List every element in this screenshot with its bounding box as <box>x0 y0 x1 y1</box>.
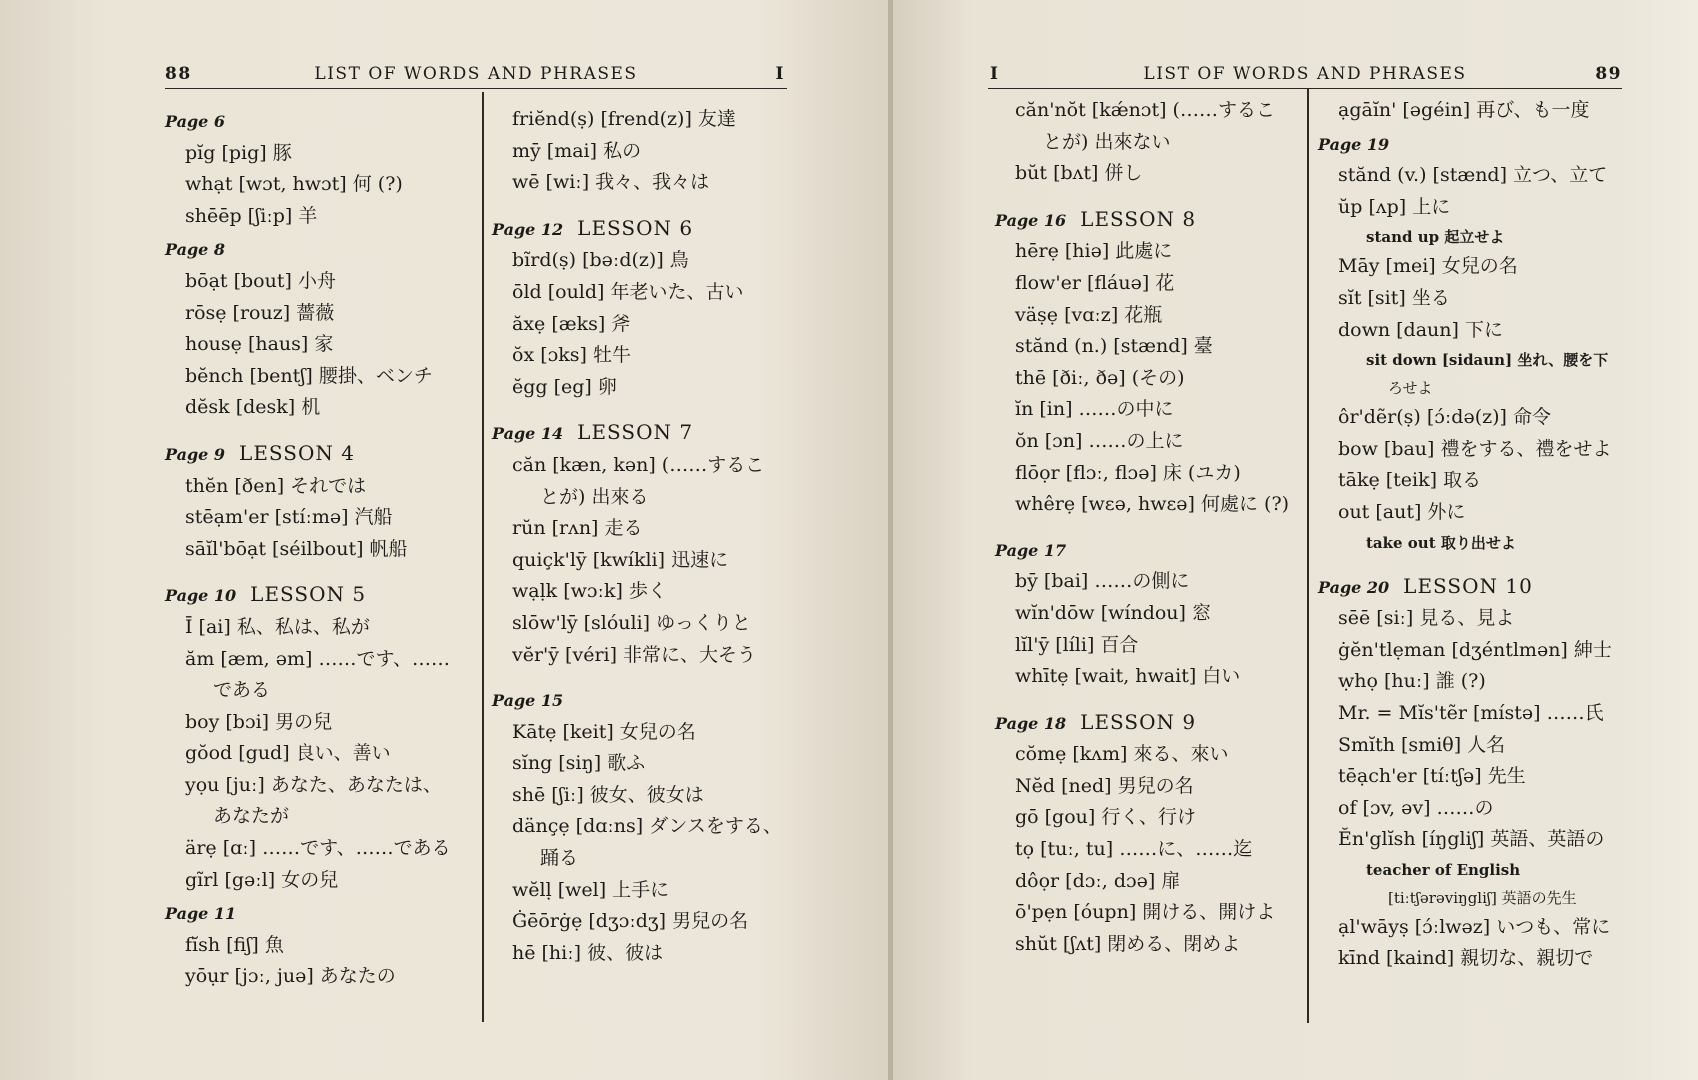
page-reference-heading <box>492 213 792 246</box>
page-reference-heading <box>1318 571 1638 604</box>
word-entry: sēē [siː] 見る、見よ <box>1338 607 1515 630</box>
word-entry: ạgāĭn' [əgéin] 再び、も一度 <box>1338 99 1590 121</box>
page-reference: Page 18 <box>995 713 1067 733</box>
lesson-heading: LESSON 9 <box>1080 709 1197 734</box>
page-reference: Page 8 <box>165 240 226 260</box>
word-entry: dänçẹ [dɑːns] ダンスをする、 <box>512 815 782 838</box>
page-reference-heading <box>1318 129 1638 161</box>
word-entry: slōw'lȳ [slóuli] ゆっくりと <box>512 611 751 634</box>
phrase-entry: [tiːtʃərəviŋgliʃ] 英語の先生 <box>1388 888 1577 907</box>
page-reference-heading <box>165 106 470 138</box>
lesson-heading: LESSON 10 <box>1403 573 1533 598</box>
word-entry: whạt [wɔt, hwɔt] 何 (?) <box>185 173 403 196</box>
page-reference: Page 19 <box>1318 134 1390 154</box>
phrase-entry: take out 取り出せよ <box>1366 533 1516 552</box>
lesson-heading: LESSON 8 <box>1080 206 1197 231</box>
page-reference: Page 20 <box>1318 577 1390 597</box>
word-entry: shē [ʃiː] 彼女、彼女は <box>512 783 704 806</box>
word-entry: boy [bɔi] 男の兒 <box>185 710 333 733</box>
word-entry: hē [hiː] 彼、彼は <box>512 941 664 964</box>
page-reference: Page 14 <box>492 424 564 444</box>
word-entry-continuation: である <box>213 679 271 702</box>
word-entry: lĭl'ȳ [líli] 百合 <box>1015 633 1139 656</box>
word-entry: sĭng [siŋ] 歌ふ <box>512 752 646 775</box>
lesson-heading: LESSON 5 <box>250 582 367 607</box>
word-entry: yọu [juː] あなた、あなたは、 <box>185 773 442 796</box>
word-entry: ŭp [ʌp] 上に <box>1338 195 1451 218</box>
word-entry: thē [ðiː, ðə] (その) <box>1015 366 1185 389</box>
word-entry: flōọr [flɔː, flɔə] 床 (ユカ) <box>1015 461 1241 484</box>
word-entry: wĭn'dōw [wíndou] 窓 <box>1015 601 1211 624</box>
word-entry: hērẹ [hiə] 此處に <box>1015 240 1173 263</box>
column-rule <box>1307 88 1309 1023</box>
page-reference-heading <box>995 707 1305 740</box>
word-entry-continuation: とが) 出來る <box>540 485 649 508</box>
word-entry: vĕr'ȳ [véri] 非常に、大そう <box>512 643 757 666</box>
page-reference: Page 9 <box>165 444 226 464</box>
word-entry: dôọr [dɔː, dɔə] 扉 <box>1015 869 1181 892</box>
lesson-heading: LESSON 6 <box>577 215 694 240</box>
word-entry: wạḷk [wɔːk] 歩く <box>512 580 667 603</box>
word-entry: flow'er [fláuə] 花 <box>1015 271 1175 294</box>
word-entry: ạl'wāyṣ [ɔ́ːlwəz] いつも、常に <box>1338 915 1611 938</box>
word-entry: tọ [tuː, tu] ……に、……迄 <box>1015 838 1253 861</box>
word-entry: ŏn [ɔn] ……の上に <box>1015 429 1184 452</box>
word-entry: down [daun] 下に <box>1338 318 1503 341</box>
lesson-heading: LESSON 4 <box>239 440 355 465</box>
word-entry: ăm [æm, əm] ……です、…… <box>185 647 450 670</box>
word-entry: Kātẹ [keit] 女兒の名 <box>512 720 696 743</box>
word-entry-continuation: とが) 出來ない <box>1043 130 1171 153</box>
word-entry: tākẹ [teik] 取る <box>1338 469 1482 492</box>
page-reference: Page 15 <box>492 691 564 711</box>
page-reference-heading <box>165 234 470 266</box>
word-entry: mȳ [mai] 私の <box>512 139 642 162</box>
word-entry: shŭt [ʃʌt] 閉める、閉めよ <box>1015 932 1241 955</box>
word-entry: ẉhọ [huː] 誰 (?) <box>1338 670 1486 693</box>
word-entry: căn'nŏt [kǽnɔt] (……するこ <box>1015 99 1275 121</box>
page-number: 88 <box>165 64 192 84</box>
word-entry: ĕgg [eg] 卵 <box>512 375 617 398</box>
lesson-heading: LESSON 7 <box>577 420 694 445</box>
page-reference: Page 10 <box>165 586 237 606</box>
word-entry: ôr'dẽr(ṣ) [ɔ́ːdə(z)] 命令 <box>1338 406 1551 429</box>
word-entry: cŏmẹ [kʌm] 來る、來い <box>1015 743 1229 766</box>
word-column-left <box>165 104 470 993</box>
word-entry: stēạm'er [stíːmə] 汽船 <box>185 506 393 529</box>
phrase-entry: ろせよ <box>1388 379 1433 398</box>
column-rule <box>482 92 484 1022</box>
word-entry: housẹ [haus] 家 <box>185 333 334 356</box>
page-reference-heading <box>492 417 792 450</box>
word-entry: ĭn [in] ……の中に <box>1015 398 1174 421</box>
page-reference-heading <box>995 204 1305 237</box>
word-entry: Ĕn'glĭsh [íŋgliʃ] 英語、英語の <box>1338 828 1605 851</box>
word-entry: ġĕn'tlẹman [dʒéntlmən] 紳士 <box>1338 638 1612 661</box>
word-entry: ō'pẹn [óupn] 開ける、開けよ <box>1015 901 1276 924</box>
page-reference: Page 6 <box>165 112 226 131</box>
running-title: LIST OF WORDS AND PHRASES <box>314 64 638 84</box>
word-entry: whītẹ [wait, hwait] 白い <box>1015 665 1241 688</box>
word-entry: tēạch'er [tíːtʃə] 先生 <box>1338 765 1526 788</box>
word-entry: yōụr [jɔː, juə] あなたの <box>185 965 396 988</box>
word-entry: rōsẹ [rouz] 薔薇 <box>185 301 335 324</box>
page-reference-heading <box>165 579 470 612</box>
word-entry: gō [gou] 行く、行け <box>1015 806 1196 829</box>
word-entry: kīnd [kaind] 親切な、親切で <box>1338 947 1594 970</box>
word-entry: ăxẹ [æks] 斧 <box>512 312 631 335</box>
word-column-right <box>1318 95 1638 975</box>
word-entry: sĭt [sit] 坐る <box>1338 286 1450 309</box>
word-entry: pĭg [pig] 豚 <box>185 141 292 164</box>
word-entry: shēēp [ʃiːp] 羊 <box>185 204 318 227</box>
word-entry: ärẹ [ɑː] ……です、……である <box>185 837 451 860</box>
word-entry: wē [wiː] 我々、我々は <box>512 171 710 194</box>
page-reference: Page 11 <box>165 904 237 924</box>
word-entry: bŭt [bʌt] 併し <box>1015 162 1143 185</box>
word-entry-continuation: 踊る <box>540 847 579 870</box>
word-entry: gĩrl [gəːl] 女の兒 <box>185 868 339 891</box>
page-header <box>165 58 787 89</box>
page-header <box>988 58 1622 89</box>
word-entry: Mr. = Mĭs'tẽr [místə] ……氏 <box>1338 701 1604 724</box>
phrase-entry: teacher of English <box>1366 860 1521 879</box>
word-entry: dĕsk [desk] 机 <box>185 396 321 419</box>
word-entry: bĕnch [bentʃ] 腰掛、ベンチ <box>185 364 433 387</box>
word-entry: Ġēōrġẹ [dʒɔːdʒ] 男兒の名 <box>512 910 749 933</box>
section-mark: I <box>775 64 785 84</box>
word-entry: bȳ [bai] ……の側に <box>1015 570 1190 593</box>
word-entry: ōld [ould] 年老いた、古い <box>512 280 744 303</box>
word-entry: fĭsh [fiʃ] 魚 <box>185 933 284 956</box>
page-reference: Page 17 <box>995 540 1067 560</box>
phrase-entry: sit down [sidaun] 坐れ、腰を下 <box>1366 351 1609 370</box>
page-reference: Page 16 <box>995 210 1067 230</box>
word-entry: of [ɔv, əv] ……の <box>1338 796 1494 819</box>
word-entry: friĕnd(ṣ) [frend(z)] 友達 <box>512 108 736 130</box>
running-title: LIST OF WORDS AND PHRASES <box>1143 64 1467 84</box>
word-column-right <box>492 104 792 969</box>
word-entry: gŏod [gud] 良い、善い <box>185 742 391 765</box>
page-reference-heading <box>995 535 1305 567</box>
word-entry: Smĭth [smiθ] 人名 <box>1338 733 1506 756</box>
word-entry: väṣẹ [vɑːz] 花瓶 <box>1015 303 1163 326</box>
word-entry: ŏx [ɔks] 牡牛 <box>512 344 631 367</box>
word-entry: bow [bau] 禮をする、禮をせよ <box>1338 437 1612 460</box>
word-entry: căn [kæn, kən] (……するこ <box>512 453 765 476</box>
word-entry-continuation: あなたが <box>213 805 290 828</box>
word-entry: quiçk'lȳ [kwíkli] 迅速に <box>512 548 729 571</box>
word-entry: sāĭl'bōạt [séilbout] 帆船 <box>185 537 408 560</box>
word-entry: Nĕd [ned] 男兒の名 <box>1015 774 1194 797</box>
word-entry: Ī [ai] 私、私は、私が <box>185 615 370 638</box>
phrase-entry: stand up 起立せよ <box>1366 228 1505 247</box>
word-entry: bĩrd(ṣ) [bəːd(z)] 鳥 <box>512 249 689 272</box>
page-reference-heading <box>492 685 792 717</box>
section-mark: I <box>990 64 1000 84</box>
page-reference-heading <box>165 438 470 471</box>
page-reference-heading <box>165 898 470 930</box>
right-page <box>893 0 1698 1080</box>
word-entry: rŭn [rʌn] 走る <box>512 517 643 540</box>
word-entry: thĕn [ðen] それでは <box>185 474 367 497</box>
word-entry: stănd (v.) [stænd] 立つ、立て <box>1338 164 1608 187</box>
word-column-left <box>995 95 1305 960</box>
page-number: 89 <box>1595 64 1622 84</box>
word-entry: out [aut] 外に <box>1338 500 1466 523</box>
page-reference: Page 12 <box>492 219 564 239</box>
word-entry: bōạt [bout] 小舟 <box>185 269 336 292</box>
word-entry: stănd (n.) [stænd] 臺 <box>1015 335 1213 358</box>
word-entry: whêrẹ [wɛə, hwɛə] 何處に (?) <box>1015 493 1290 516</box>
word-entry: wĕlḷ [wel] 上手に <box>512 878 670 901</box>
word-entry: Māy [mei] 女兒の名 <box>1338 255 1518 278</box>
